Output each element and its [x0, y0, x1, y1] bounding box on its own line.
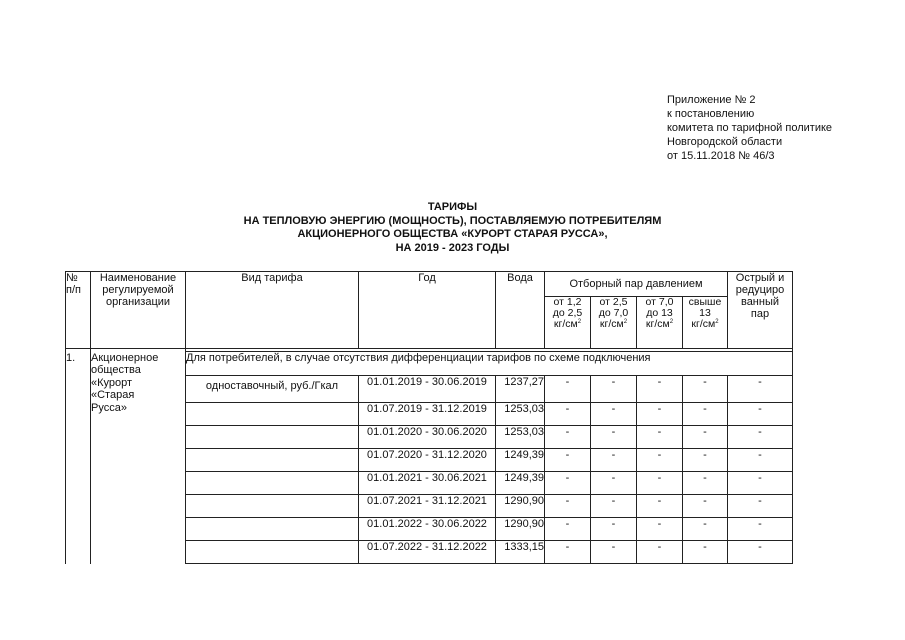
- sharp-cell: -: [728, 472, 793, 495]
- water-cell: 1253,03: [496, 403, 545, 426]
- header-num-line: №: [66, 272, 78, 284]
- unit-exponent: 2: [623, 319, 628, 325]
- row-number: 1.: [66, 352, 91, 564]
- title-line: ТАРИФЫ: [427, 201, 478, 213]
- group-caption: Для потребителей, в случае отсутствия дифференциации тарифов по схеме подключения: [186, 352, 793, 376]
- steam-3-line: от 7,0: [645, 296, 674, 308]
- header-num: [66, 272, 91, 349]
- steam-1-cell: -: [545, 403, 591, 426]
- tariff-type-label: одноставочный, руб./Гкал: [186, 376, 359, 403]
- steam-2-line: от 2,5: [599, 296, 628, 308]
- steam-2-line: до 7,0: [598, 307, 629, 319]
- header-sharp-line: пар: [750, 308, 770, 320]
- tariff-type-cell: [186, 472, 359, 495]
- org-line: «Курорт: [91, 376, 133, 389]
- appendix-line: комитета по тарифной политике: [667, 122, 833, 134]
- appendix-line: Новгородской области: [667, 136, 783, 148]
- steam-1-cell: -: [545, 449, 591, 472]
- unit-text: кг/см: [691, 318, 716, 330]
- steam-3-cell: -: [637, 426, 683, 449]
- header-steam-2: [591, 297, 637, 349]
- header-steam-group: Отборный пар давлением: [545, 272, 728, 297]
- appendix-reference: [667, 93, 832, 163]
- sharp-cell: -: [728, 495, 793, 518]
- steam-4-line: 13: [699, 307, 711, 319]
- steam-1-cell: -: [545, 518, 591, 541]
- header-org-line: Наименование: [99, 272, 177, 284]
- steam-2-cell: -: [591, 472, 637, 495]
- sharp-cell: -: [728, 376, 793, 403]
- steam-3-cell: -: [637, 376, 683, 403]
- steam-4-cell: -: [683, 518, 728, 541]
- org-line: Акционерное: [91, 351, 159, 364]
- tariff-type-cell: [186, 403, 359, 426]
- steam-3-cell: -: [637, 495, 683, 518]
- unit-exponent: 2: [715, 319, 719, 325]
- table-row: [66, 352, 793, 376]
- sharp-cell: -: [728, 403, 793, 426]
- steam-1-line: до 2,5: [552, 307, 583, 319]
- tariff-type-cell: [186, 541, 359, 564]
- steam-4-cell: -: [683, 495, 728, 518]
- steam-2-cell: -: [591, 449, 637, 472]
- water-cell: 1290,90: [496, 495, 545, 518]
- sharp-cell: -: [728, 541, 793, 564]
- steam-4-cell: -: [683, 403, 728, 426]
- header-sharp-line: редуциро: [735, 284, 785, 296]
- tariff-type-cell: [186, 495, 359, 518]
- steam-4-unit: [683, 319, 727, 330]
- appendix-line: от 15.11.2018 № 46/3: [667, 150, 775, 162]
- period-cell: 01.01.2022 - 30.06.2022: [359, 518, 496, 541]
- table-header-row: [66, 272, 793, 297]
- steam-3-line: до 13: [646, 307, 673, 319]
- tariff-table: [65, 271, 793, 564]
- steam-3-cell: -: [637, 403, 683, 426]
- tariff-type-cell: [186, 449, 359, 472]
- document-title: [0, 201, 905, 255]
- steam-1-cell: -: [545, 376, 591, 403]
- unit-text: кг/см: [599, 318, 624, 330]
- steam-4-cell: -: [683, 426, 728, 449]
- steam-1-unit: [545, 319, 590, 330]
- steam-2-cell: -: [591, 403, 637, 426]
- header-water: Вода: [496, 272, 545, 349]
- unit-exponent: 2: [577, 319, 582, 325]
- water-cell: 1249,39: [496, 472, 545, 495]
- header-org-line: регулируемой: [102, 284, 174, 296]
- title-line: НА 2019 - 2023 ГОДЫ: [395, 241, 510, 254]
- organization-name: [91, 352, 186, 564]
- steam-2-cell: -: [591, 518, 637, 541]
- steam-3-cell: -: [637, 449, 683, 472]
- header-steam-4: [683, 297, 728, 349]
- steam-4-cell: -: [683, 376, 728, 403]
- tariff-type-cell: [186, 426, 359, 449]
- period-cell: 01.07.2020 - 31.12.2020: [359, 449, 496, 472]
- period-cell: 01.01.2020 - 30.06.2020: [359, 426, 496, 449]
- header-org-line: организации: [105, 296, 171, 308]
- header-num-line: п/п: [66, 284, 81, 296]
- org-line: Русса»: [91, 401, 127, 414]
- steam-2-cell: -: [591, 426, 637, 449]
- header-sharp-line: ванный: [740, 296, 780, 308]
- steam-4-cell: -: [683, 541, 728, 564]
- period-cell: 01.01.2021 - 30.06.2021: [359, 472, 496, 495]
- unit-text: кг/см: [645, 318, 670, 330]
- header-year: Год: [359, 272, 496, 349]
- steam-1-cell: -: [545, 495, 591, 518]
- steam-2-cell: -: [591, 541, 637, 564]
- header-tariff-type: Вид тарифа: [186, 272, 359, 349]
- title-line: НА ТЕПЛОВУЮ ЭНЕРГИЮ (МОЩНОСТЬ), ПОСТАВЛЯЕМУЮ ПОТРЕБИТЕЛЯМ: [243, 214, 662, 227]
- header-steam-3: [637, 297, 683, 349]
- unit-text: кг/см: [553, 318, 578, 330]
- appendix-line: Приложение № 2: [667, 94, 756, 106]
- unit-exponent: 2: [669, 319, 674, 325]
- water-cell: 1333,15: [496, 541, 545, 564]
- sharp-cell: -: [728, 518, 793, 541]
- steam-4-cell: -: [683, 472, 728, 495]
- header-sharp-steam: [728, 272, 793, 349]
- period-cell: 01.01.2019 - 30.06.2019: [359, 376, 496, 403]
- water-cell: 1253,03: [496, 426, 545, 449]
- appendix-line: к постановлению: [667, 108, 755, 120]
- sharp-cell: -: [728, 426, 793, 449]
- sharp-cell: -: [728, 449, 793, 472]
- steam-4-line: свыше: [688, 296, 722, 308]
- period-cell: 01.07.2021 - 31.12.2021: [359, 495, 496, 518]
- steam-2-cell: -: [591, 376, 637, 403]
- steam-1-line: от 1,2: [553, 296, 582, 308]
- steam-3-cell: -: [637, 472, 683, 495]
- period-cell: 01.07.2019 - 31.12.2019: [359, 403, 496, 426]
- period-cell: 01.07.2022 - 31.12.2022: [359, 541, 496, 564]
- header-steam-1: [545, 297, 591, 349]
- steam-3-unit: [637, 319, 682, 330]
- tariff-type-cell: [186, 518, 359, 541]
- steam-1-cell: -: [545, 472, 591, 495]
- steam-3-cell: -: [637, 518, 683, 541]
- steam-1-cell: -: [545, 541, 591, 564]
- steam-2-unit: [591, 319, 636, 330]
- header-sharp-line: Острый и: [735, 272, 785, 284]
- org-line: общества: [91, 364, 141, 376]
- steam-2-cell: -: [591, 495, 637, 518]
- water-cell: 1249,39: [496, 449, 545, 472]
- title-line: АКЦИОНЕРНОГО ОБЩЕСТВА «КУРОРТ СТАРАЯ РУССА»,: [297, 228, 608, 240]
- steam-1-cell: -: [545, 426, 591, 449]
- header-org: [91, 272, 186, 349]
- steam-3-cell: -: [637, 541, 683, 564]
- water-cell: 1237,27: [496, 376, 545, 403]
- steam-4-cell: -: [683, 449, 728, 472]
- org-line: «Старая: [91, 389, 135, 401]
- water-cell: 1290,90: [496, 518, 545, 541]
